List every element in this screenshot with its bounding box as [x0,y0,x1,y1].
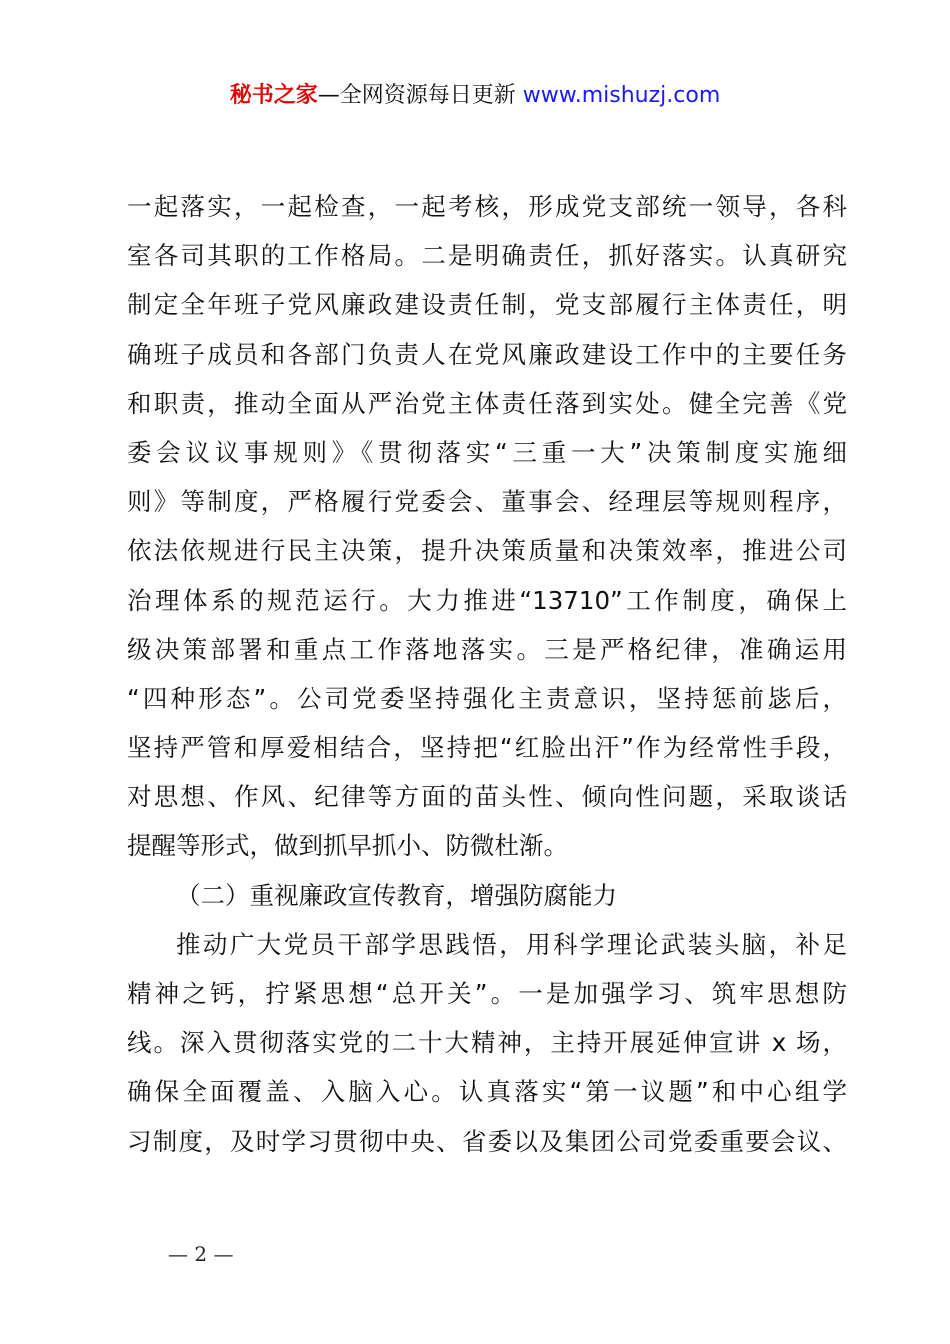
brand-name: 秘书之家 [229,83,318,108]
body-line: 线。深入贯彻落实党的二十大精神，主持开展延伸宣讲 x 场， [127,1028,847,1058]
header-tagline: —全网资源每日更新 [317,83,516,108]
body-line: “四种形态”。公司党委坚持强化主责意识，坚持惩前毖后， [127,683,847,713]
page-number: — 2 — [168,1242,234,1266]
body-line: 治理体系的规范运行。大力推进“13710”工作制度，确保上 [127,585,847,615]
body-line: 委会议议事规则》《贯彻落实“三重一大”决策制度实施细 [127,437,847,467]
body-line: 精神之钙，拧紧思想“总开关”。一是加强学习、筑牢思想防 [127,979,847,1008]
body-line: 确班子成员和各部门负责人在党风廉政建设工作中的主要任务 [127,339,847,369]
body-line: 确保全面覆盖、入脑入心。认真落实“第一议题”和中心组学 [127,1077,847,1107]
body-line: 室各司其职的工作格局。二是明确责任，抓好落实。认真研究 [127,241,847,271]
body-line: 依法依规进行民主决策，提升决策质量和决策效率，推进公司 [127,536,847,566]
body-line: 推动广大党员干部学思践悟，用科学理论武装头脑，补足 [176,929,847,959]
body-line: 对思想、作风、纪律等方面的苗头性、倾向性问题，采取谈话 [127,782,847,812]
body-line: 级决策部署和重点工作落地落实。三是严格纪律，准确运用 [127,634,847,664]
body-line: 制定全年班子党风廉政建设责任制，党支部履行主体责任，明 [127,290,847,320]
site-url-link[interactable]: www.mishuzj.com [522,83,721,108]
body-line: 和职责，推动全面从严治党主体责任落到实处。健全完善《党 [127,388,847,418]
body-line: 则》等制度，严格履行党委会、董事会、经理层等规则程序， [127,487,847,517]
body-line: 习制度，及时学习贯彻中央、省委以及集团公司党委重要会议、 [127,1126,847,1156]
section-heading: （二）重视廉政宣传教育，增强防腐能力 [176,880,617,910]
body-line: 一起落实，一起检查，一起考核，形成党支部统一领导，各科 [127,192,847,221]
document-body [127,182,847,1166]
site-header [0,80,950,112]
body-line: 坚持严管和厚爱相结合，坚持把“红脸出汗”作为经常性手段， [127,733,847,763]
body-line: 提醒等形式，做到抓早抓小、防微杜渐。 [127,831,568,861]
